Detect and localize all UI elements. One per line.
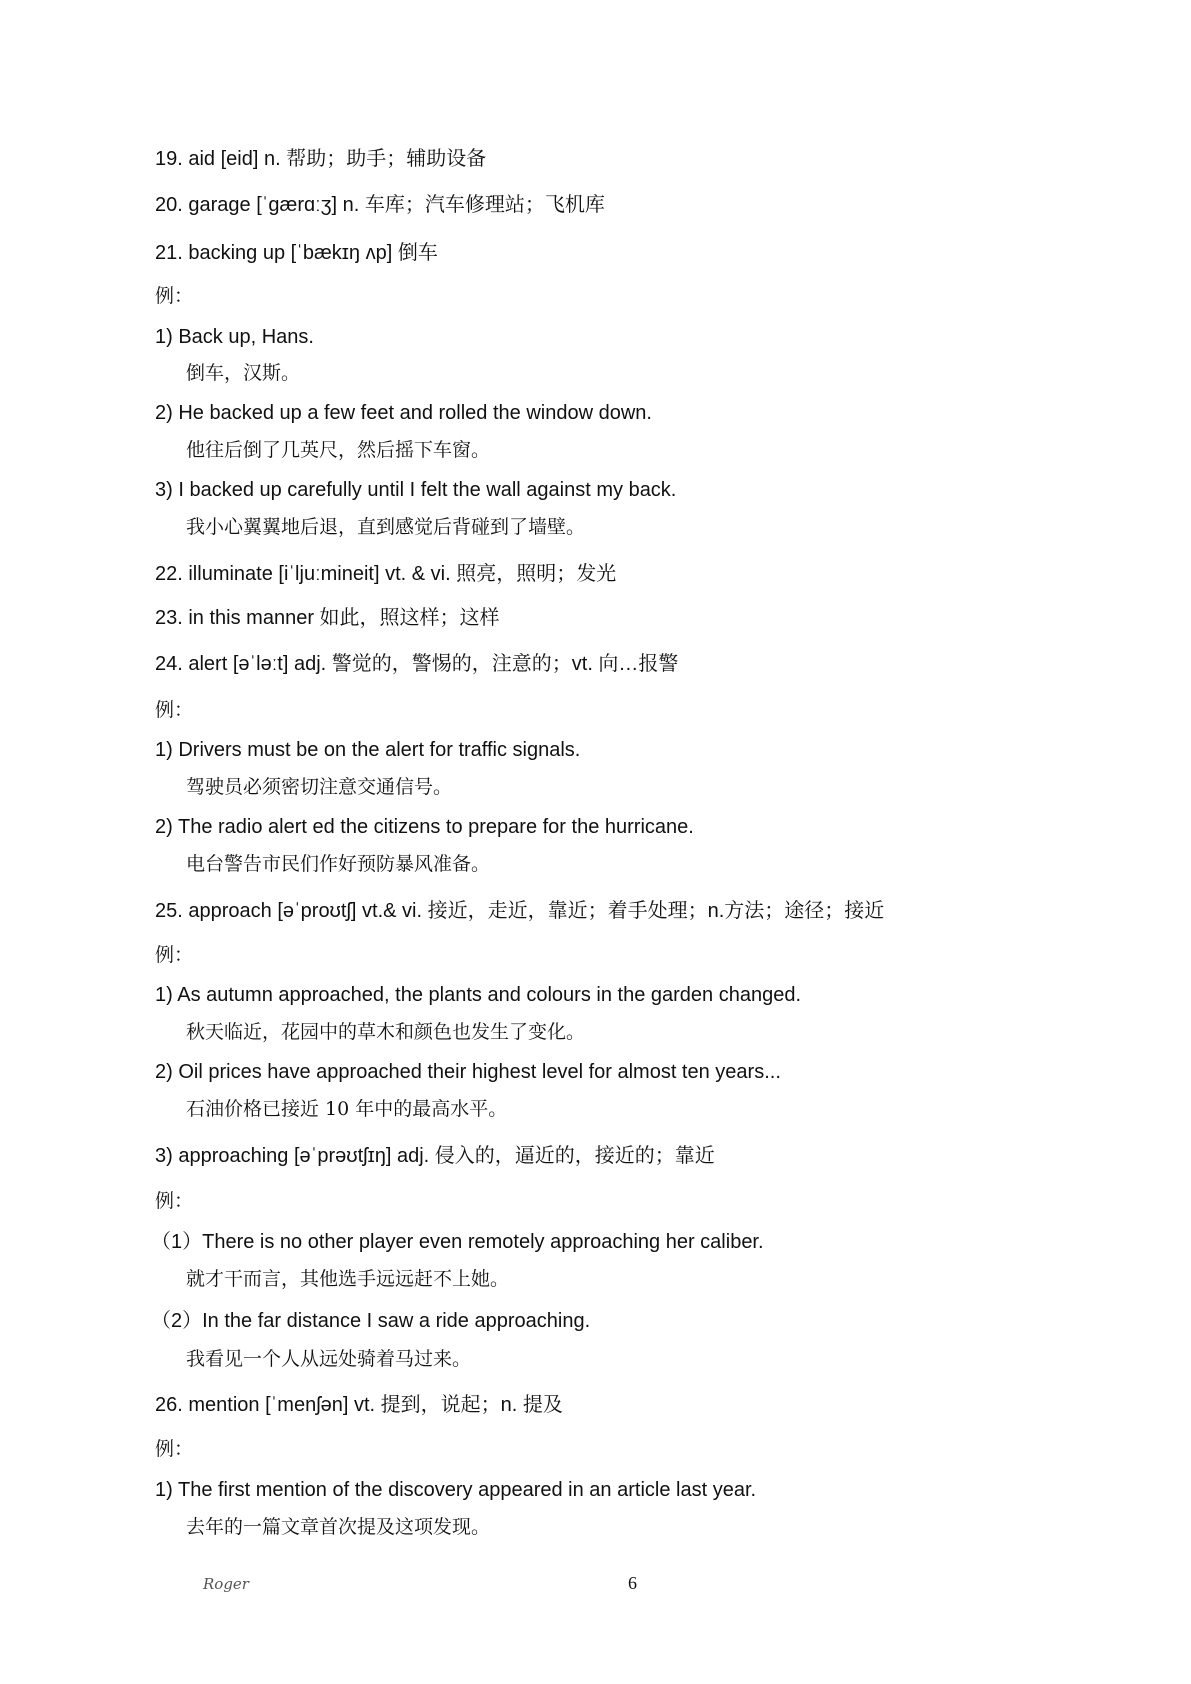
entry-24: 24. alert [əˈləːt] adj. 警觉的，警惕的，注意的；vt. 向…报警 bbox=[155, 653, 679, 675]
example-cn: 我小心翼翼地后退，直到感觉后背碰到了墙壁。 bbox=[186, 516, 586, 538]
example-en: 1) Back up, Hans. bbox=[155, 326, 314, 348]
example-cn: 倒车，汉斯。 bbox=[186, 362, 301, 384]
example-label: 例： bbox=[155, 1438, 194, 1460]
example-cn: 他往后倒了几英尺，然后摇下车窗。 bbox=[186, 439, 491, 461]
example-label: 例： bbox=[155, 944, 194, 966]
example-en: （1）There is no other player even remotely approaching her caliber. bbox=[151, 1231, 764, 1253]
sub-entry-approaching: 3) approaching [əˈprəʊtʃɪŋ] adj. 侵入的，逼近的，接近的；靠近 bbox=[155, 1145, 715, 1167]
entry-22: 22. illuminate [iˈljuːmineit] vt. & vi. 照亮，照明；发光 bbox=[155, 563, 617, 585]
example-label: 例： bbox=[155, 285, 194, 307]
example-cn: 电台警告市民们作好预防暴风准备。 bbox=[186, 853, 491, 875]
entry-20: 20. garage [ˈɡærɑːʒ] n. 车库；汽车修理站；飞机库 bbox=[155, 194, 605, 216]
footer-signature: Roger bbox=[203, 1575, 249, 1593]
example-label: 例： bbox=[155, 1190, 194, 1212]
example-cn: 秋天临近，花园中的草木和颜色也发生了变化。 bbox=[186, 1021, 586, 1043]
example-en: 1) As autumn approached, the plants and colours in the garden changed. bbox=[155, 984, 802, 1006]
page-number: 6 bbox=[628, 1573, 637, 1593]
example-cn: 驾驶员必须密切注意交通信号。 bbox=[186, 776, 453, 798]
example-cn: 就才干而言，其他选手远远赶不上她。 bbox=[186, 1268, 510, 1290]
example-cn: 我看见一个人从远处骑着马过来。 bbox=[186, 1348, 472, 1370]
example-en: 2) He backed up a few feet and rolled the window down. bbox=[155, 402, 652, 424]
entry-26: 26. mention [ˈmenʃən] vt. 提到，说起；n. 提及 bbox=[155, 1394, 563, 1416]
example-en: 2) The radio alert ed the citizens to prepare for the hurricane. bbox=[155, 816, 694, 838]
example-en: 2) Oil prices have approached their highest level for almost ten years... bbox=[155, 1061, 781, 1083]
example-label: 例： bbox=[155, 699, 194, 721]
entry-19: 19. aid [eid] n. 帮助；助手；辅助设备 bbox=[155, 148, 487, 170]
example-cn: 去年的一篇文章首次提及这项发现。 bbox=[186, 1516, 491, 1538]
example-en: （2）In the far distance I saw a ride approaching. bbox=[151, 1310, 591, 1332]
example-en: 1) Drivers must be on the alert for traffic signals. bbox=[155, 739, 581, 761]
example-cn: 石油价格已接近 10 年中的最高水平。 bbox=[186, 1098, 508, 1120]
entry-23: 23. in this manner 如此，照这样；这样 bbox=[155, 607, 500, 629]
example-en: 1) The first mention of the discovery appeared in an article last year. bbox=[155, 1479, 757, 1501]
entry-25: 25. approach [əˈproʊtʃ] vt.& vi. 接近，走近，靠近；着手处理；n.方法；途径；接近 bbox=[155, 900, 885, 922]
entry-21: 21. backing up [ˈbækɪŋ ʌp] 倒车 bbox=[155, 242, 438, 264]
example-en: 3) I backed up carefully until I felt the wall against my back. bbox=[155, 479, 677, 501]
